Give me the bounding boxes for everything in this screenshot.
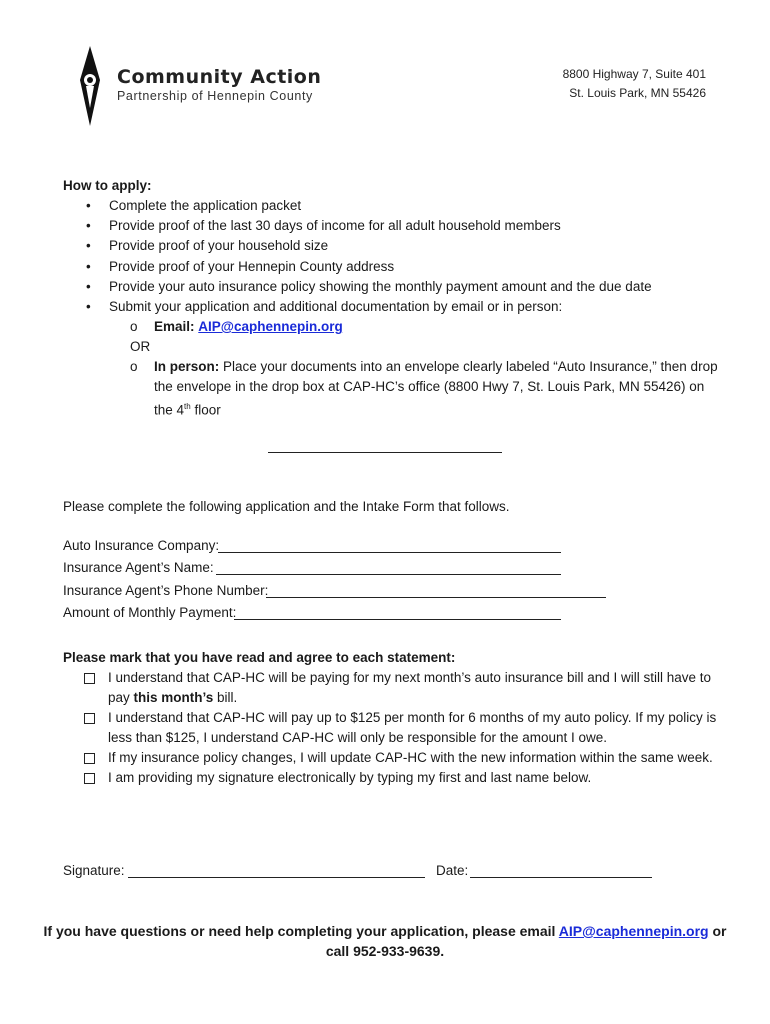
in-person-option	[130, 357, 720, 421]
statement-item	[84, 768, 724, 788]
floor-text: floor	[190, 402, 221, 418]
statement-text: I am providing my signature electronically by typing my first and last name below.	[108, 770, 592, 785]
organization-logo-icon	[76, 46, 104, 126]
organization-name: Community Action	[117, 66, 322, 88]
monthly-payment-field-label: Amount of Monthly Payment:	[63, 605, 237, 620]
section-divider	[268, 452, 502, 453]
date-label: Date:	[436, 863, 469, 878]
statement-text: I understand that CAP-HC will pay up to $125 per month for 6 months of my auto policy. If my policy is less than $125, I understand CAP-HC will only be responsible for the amount I owe.	[108, 710, 717, 745]
signature-label: Signature:	[63, 863, 125, 878]
address-line-2: St. Louis Park, MN 55426	[569, 86, 706, 100]
statement-emphasis: this month’s	[133, 690, 214, 705]
list-item: • Provide proof of the last 30 days of income for all adult household members	[86, 216, 726, 236]
signature-input[interactable]	[128, 877, 425, 878]
statements-list	[84, 668, 724, 788]
footer-email-link[interactable]: AIP@caphennepin.org	[558, 923, 709, 939]
how-to-apply-heading: How to apply:	[63, 178, 152, 193]
statements-heading: Please mark that you have read and agree to each statement:	[63, 650, 456, 665]
company-field-input[interactable]	[218, 552, 561, 553]
list-item: • Provide proof of your Hennepin County address	[86, 257, 726, 277]
list-item: • Provide proof of your household size	[86, 236, 726, 256]
agent-phone-field-label: Insurance Agent’s Phone Number:	[63, 583, 269, 598]
in-person-label: In person:	[154, 359, 220, 374]
address-line-1: 8800 Highway 7, Suite 401	[562, 67, 706, 81]
checkbox[interactable]	[84, 673, 95, 684]
company-field-label: Auto Insurance Company:	[63, 538, 220, 553]
or-text: OR	[130, 339, 151, 354]
how-to-apply-list	[86, 196, 726, 317]
circle-bullet-icon: o	[130, 359, 138, 374]
footer-text: or call 952-933-9639.	[325, 923, 727, 959]
in-person-text: Place your documents into an envelope clearly labeled “Auto Insurance,” then drop the envelope in the drop box at CAP-HC’s office (8800 Hwy 7, St. Louis Park, MN 55426) on the 4	[154, 359, 718, 418]
checkbox[interactable]	[84, 713, 95, 724]
date-input[interactable]	[470, 877, 652, 878]
checkbox[interactable]	[84, 753, 95, 764]
intro-text: Please complete the following application and the Intake Form that follows.	[63, 499, 510, 514]
statement-item	[84, 668, 724, 708]
statement-text: I understand that CAP-HC will be paying for my next month’s auto insurance bill and I will still have to pay	[108, 670, 712, 705]
floor-superscript: th	[184, 402, 191, 411]
organization-subtitle: Partnership of Hennepin County	[117, 89, 313, 103]
checkbox[interactable]	[84, 773, 95, 784]
list-item: • Complete the application packet	[86, 196, 726, 216]
email-option-label: Email:	[154, 319, 195, 334]
agent-phone-field-input[interactable]	[266, 597, 606, 598]
statement-item	[84, 708, 724, 748]
list-item: • Provide your auto insurance policy showing the monthly payment amount and the due date	[86, 277, 726, 297]
footer-text: If you have questions or need help completing your application, please email	[43, 923, 559, 939]
submission-options	[130, 317, 720, 421]
email-link[interactable]: AIP@caphennepin.org	[198, 319, 343, 334]
list-item: • Submit your application and additional documentation by email or in person:	[86, 297, 726, 317]
statement-item	[84, 748, 724, 768]
statement-text: bill.	[213, 690, 238, 705]
agent-name-field-input[interactable]	[216, 574, 561, 575]
circle-bullet-icon: o	[130, 319, 138, 334]
statement-text: If my insurance policy changes, I will update CAP-HC with the new information within the same week.	[108, 750, 713, 765]
agent-name-field-label: Insurance Agent’s Name:	[63, 560, 214, 575]
email-option	[130, 317, 720, 337]
help-footer	[40, 921, 730, 961]
monthly-payment-field-input[interactable]	[234, 619, 561, 620]
